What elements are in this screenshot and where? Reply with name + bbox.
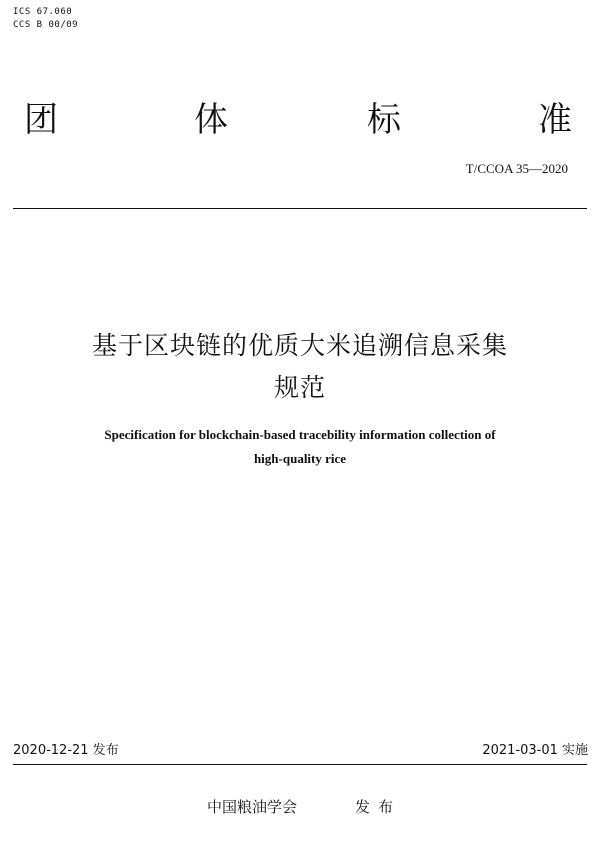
publisher-name: 中国粮油学会 [207, 798, 298, 816]
english-title-line-2: high-quality rice [253, 451, 347, 466]
category-char-1: 团 [24, 100, 58, 140]
chinese-title-line-2: 规范 [273, 373, 326, 402]
top-divider [13, 208, 587, 209]
chinese-title-line-1: 基于区块链的优质大米追溯信息采集 [91, 331, 508, 360]
bottom-divider [13, 764, 587, 765]
issue-date: 2020-12-21 发布 [13, 743, 119, 758]
publish-label: 发布 [355, 798, 402, 816]
ics-code: ICS 67.060 [13, 7, 73, 17]
implementation-date: 2021-03-01 实施 [482, 743, 588, 758]
ccs-code: CCS B 00/09 [13, 20, 79, 30]
english-title-line-1: Specification for blockchain-based tracebility information collection of [104, 427, 496, 442]
category-char-2: 体 [194, 100, 228, 140]
category-char-3: 标 [367, 100, 401, 140]
standard-number: T/CCOA 35—2020 [465, 161, 568, 176]
category-char-4: 准 [538, 100, 572, 140]
